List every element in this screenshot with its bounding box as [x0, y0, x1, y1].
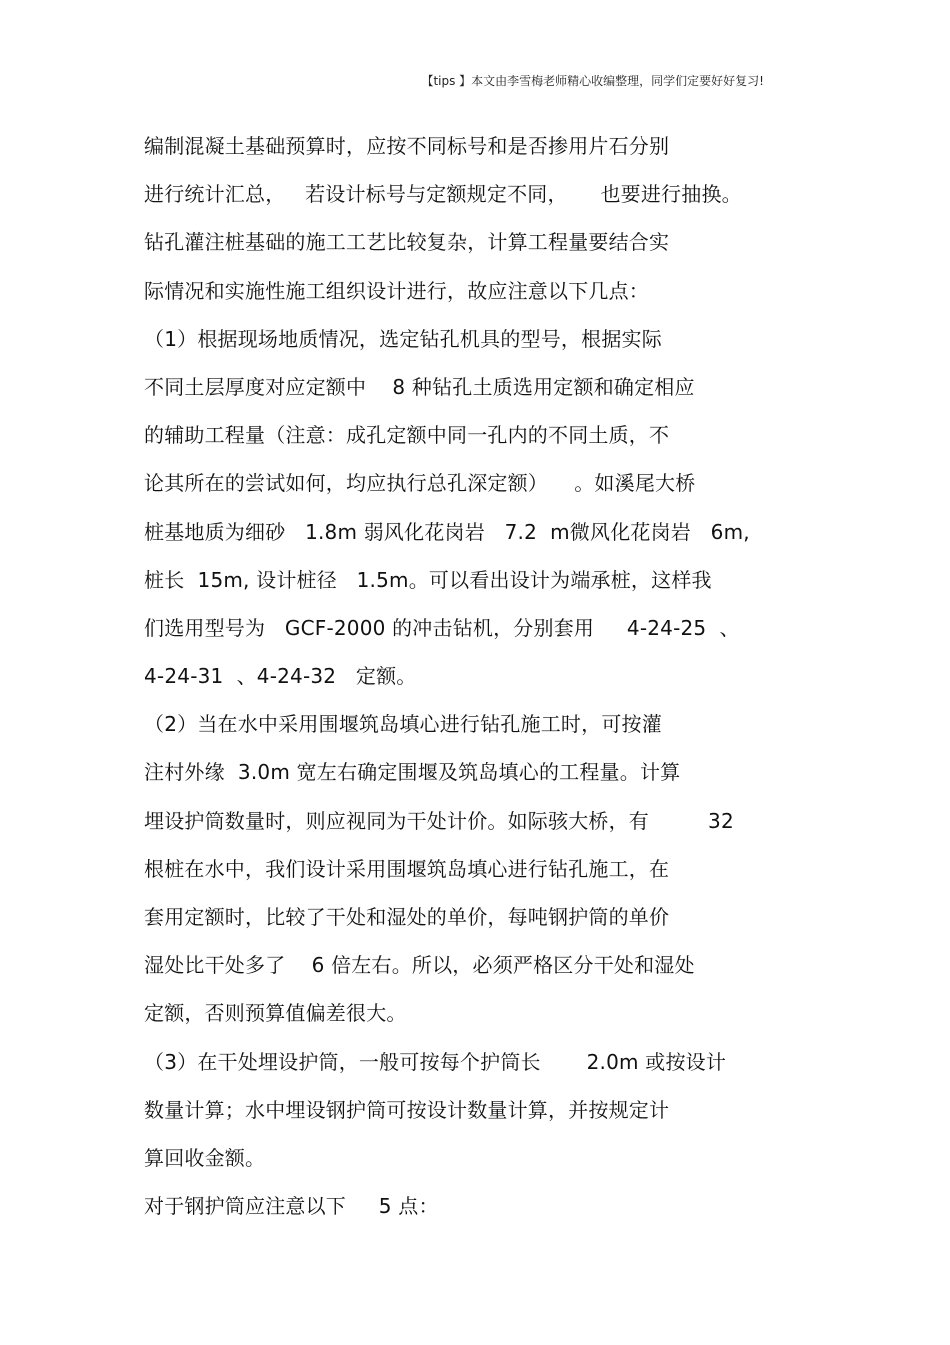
text-line: 桩长 15m, 设计桩径 1.5m。可以看出设计为端承桩，这样我 — [144, 567, 712, 592]
text-line: 定额，否则预算值偏差很大。 — [144, 1001, 407, 1026]
body-text — [144, 122, 824, 1230]
text-line: 论其所在的尝试如何，均应执行总孔深定额） 。如溪尾大桥 — [144, 471, 696, 496]
text-line: 们选用型号为 GCF-2000 的冲击钻机，分别套用 4-24-25 、 — [144, 615, 740, 640]
header-tips: 【tips 】本文由李雪梅老师精心收编整理，同学们定要好好复习! — [421, 74, 764, 88]
text-line: 不同土层厚度对应定额中 8 种钻孔土质选用定额和确定相应 — [144, 374, 695, 399]
text-line: 套用定额时，比较了干处和湿处的单价，每吨钢护筒的单价 — [144, 905, 670, 929]
text-line: （3）在干处埋设护筒，一般可按每个护筒长 2.0m 或按设计 — [144, 1049, 727, 1074]
text-line: 埋设护筒数量时，则应视同为干处计价。如际骇大桥，有 32 — [144, 808, 734, 833]
text-line: 钻孔灌注桩基础的施工工艺比较复杂，计算工程量要结合实 — [144, 230, 670, 255]
text-line: 对于钢护筒应注意以下 5 点： — [144, 1194, 439, 1219]
text-line: 注村外缘 3.0m 宽左右确定围堰及筑岛填心的工程量。计算 — [144, 760, 681, 785]
text-line: 根桩在水中，我们设计采用围堰筑岛填心进行钻孔施工，在 — [144, 856, 670, 881]
text-line: 数量计算；水中埋设钢护筒可按设计数量计算，并按规定计 — [144, 1097, 670, 1122]
text-line: 进行统计汇总， 若设计标号与定额规定不同， 也要进行抽换。 — [144, 182, 742, 207]
text-line: 4-24-31 、4-24-32 定额。 — [144, 664, 417, 689]
text-line: 湿处比干处多了 6 倍左右。所以，必须严格区分干处和湿处 — [144, 953, 695, 978]
text-line: 算回收金额。 — [144, 1145, 266, 1170]
text-line: （1）根据现场地质情况，选定钻孔机具的型号，根据实际 — [144, 326, 662, 351]
text-line: 的辅助工程量（注意：成孔定额中同一孔内的不同土质，不 — [144, 423, 670, 448]
text-line: 编制混凝土基础预算时，应按不同标号和是否掺用片石分别 — [144, 134, 670, 158]
text-line: 际情况和实施性施工组织设计进行，故应注意以下几点： — [144, 278, 649, 303]
text-line: 桩基地质为细砂 1.8m 弱风化花岗岩 7.2 m微风化花岗岩 6m, — [144, 519, 750, 544]
text-line: （2）当在水中采用围堰筑岛填心进行钻孔施工时，可按灌 — [144, 712, 662, 737]
